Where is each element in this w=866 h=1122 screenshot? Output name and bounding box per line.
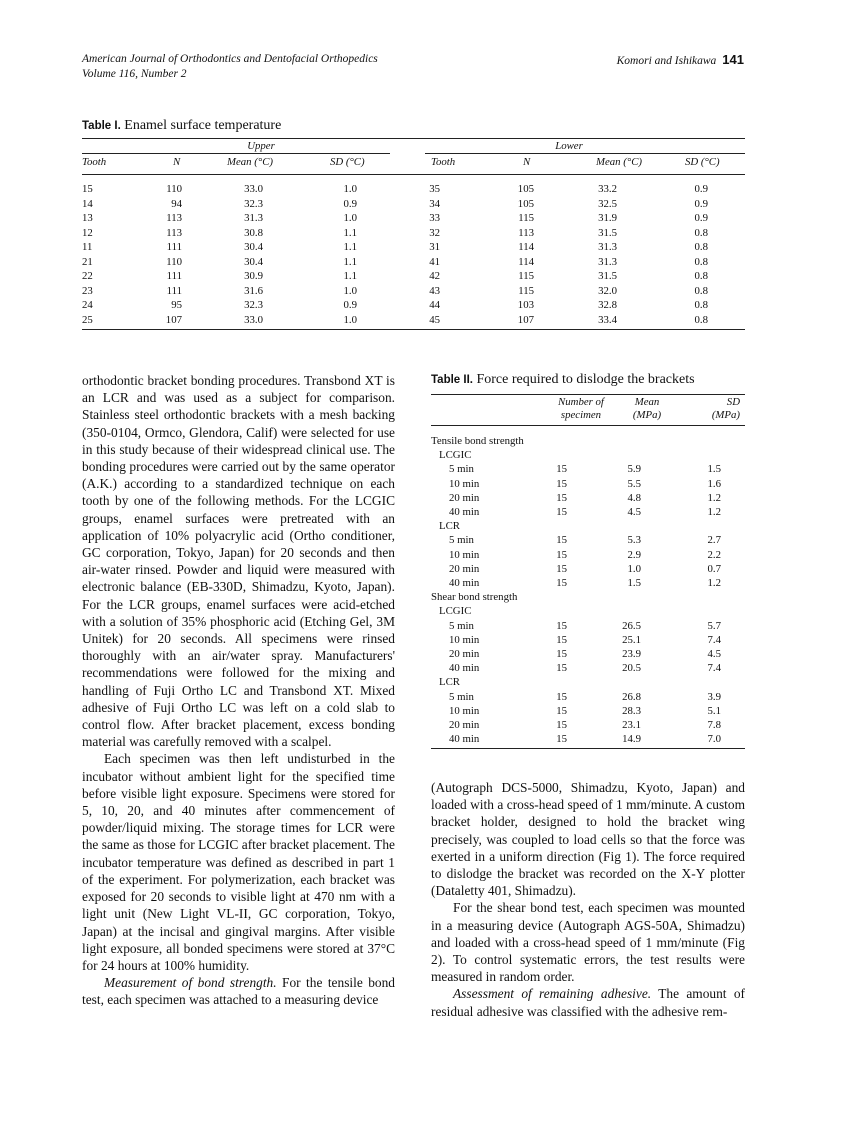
paragraph-storage: Each specimen was then left undisturbed in the incubator without ambient light for the specified time before visible light exposure. Specimens were stored for 5, 10, 20, and 40 minutes after commencement of powder/liquid mixing. The storage times for LCR were the same as those for LCGIC after bracket placement. The incubator temperature was defined as described in part 1 of the experiment. For polymerization, each bracket was exposed for 20 seconds to visible light at 470 nm with a light unit (New Light VL-II, GC corporation, Tokyo, Japan) at the incisal and gingival margins. After visible light exposure, all bonded specimens were stored at 37°C for 24 hours at 100% humidity. <box>82 751 395 973</box>
table1-cell: 0.8 <box>694 313 708 326</box>
table2-row-label: 10 min <box>449 633 480 646</box>
table2-cell-n: 15 <box>556 477 567 490</box>
table1-cell: 111 <box>166 241 182 253</box>
paragraph-methods: orthodontic bracket bonding procedures. Transbond XT is an LCR and was used as a subject for comparison. Stainless steel orthodontic brackets with a mesh backing (350-0104, Ormco, Glendora, Calif) were selected for use in this study because of their widespread clinical use. The bonding procedures were carried out by the same operator (A.K.) according to a standardized technique on each tooth by one of the following methods. For the LCGIC groups, enamel surfaces were pretreated with an application of 10% polyacrylic acid (Ortho conditioner, GC corporation, Tokyo, Japan) for 20 seconds and then air-water rinsed. Powder and liquid were measured with electronic balance (EB-330D, Shimadzu, Kyoto, Japan). For the LCR groups, enamel surfaces were acid-etched with a solution of 35% phosphoric acid (Etching Gel, 3M Unitek) for 20 seconds. All specimens were rinsed thoroughly with an air/water spray. Manufacturers' recommendations were followed for the mixing and handling of Fuji Ortho LC and Transbond XT. Mixed adhesive of Fuji Ortho LC was left on a cold slab to control flow. After bracket placement, excess bonding material was carefully removed with a scalpel. <box>82 373 395 750</box>
table1-cell: 107 <box>517 313 534 326</box>
table2-cell-n: 15 <box>556 733 567 746</box>
table2-row <box>431 562 749 576</box>
author-names: Komori and Ishikawa <box>616 55 717 67</box>
t2-col-mean <box>622 396 672 422</box>
table2-row <box>431 590 749 604</box>
table2-row <box>431 704 749 718</box>
table2-cell-n: 15 <box>556 491 567 504</box>
table2-cell-sd: 7.8 <box>707 719 721 731</box>
table1-cell: 0.9 <box>694 197 708 210</box>
table1-cell: 114 <box>518 241 534 253</box>
table2-cell-sd: 1.6 <box>707 477 721 490</box>
table2-cell-n: 15 <box>556 633 567 646</box>
table1-cell: 103 <box>517 299 534 311</box>
table2-cell-sd: 1.2 <box>707 506 721 518</box>
table1-cell: 32.5 <box>598 197 617 210</box>
table1-cell: 115 <box>518 270 534 282</box>
table2-cell-n: 15 <box>556 534 567 547</box>
table2-cell-sd: 7.4 <box>707 662 721 675</box>
table1-row <box>0 198 866 212</box>
t2-col-n-line2: specimen <box>560 409 602 421</box>
table2-row <box>431 548 749 562</box>
table2-cell-sd: 5.7 <box>707 619 721 632</box>
table2-cell-n: 15 <box>556 662 567 675</box>
table2-cell-n: 15 <box>556 548 567 561</box>
table1-row <box>0 299 866 313</box>
table1-cell: 1.0 <box>343 313 357 326</box>
journal-name: American Journal of Orthodontics and Dentofacial Orthopedics <box>82 53 378 65</box>
page-number: 141 <box>722 52 744 67</box>
table1-cell: 32 <box>429 226 440 239</box>
table2-row-label: 10 min <box>449 704 480 717</box>
table2-row-label: 10 min <box>449 477 480 490</box>
table2-row-label: 20 min <box>449 648 480 660</box>
table2-cell-sd: 1.5 <box>707 463 721 476</box>
table1-cell: 0.9 <box>343 299 357 311</box>
running-header-left <box>82 52 378 82</box>
table2-row <box>431 462 749 476</box>
paragraph-residual-text: The amount of residual adhesive was classified with the adhesive rem- <box>431 986 745 1019</box>
table1-cell: 1.1 <box>343 270 357 282</box>
table2-row-label: 40 min <box>449 577 480 589</box>
table2-row <box>431 505 749 519</box>
table1-cell: 32.8 <box>598 299 617 311</box>
table1-header-row <box>0 156 866 172</box>
table2-cell-n: 15 <box>556 619 567 632</box>
table1-cell: 30.9 <box>244 270 263 282</box>
table2-row-label: 5 min <box>449 619 474 632</box>
table2-cell-mean: 5.3 <box>627 534 641 547</box>
table1-cell: 31.3 <box>244 212 263 224</box>
table1-cell: 0.8 <box>694 255 708 268</box>
table1-title: Enamel surface temperature <box>124 118 282 133</box>
table2-cell-mean: 28.3 <box>622 704 641 717</box>
table2-row-label: 5 min <box>449 463 474 476</box>
table1-cell: 11 <box>82 241 93 253</box>
table2-row-label: 40 min <box>449 506 480 518</box>
subheading-residual: Assessment of remaining adhesive. <box>453 986 652 1002</box>
table2-cell-sd: 7.0 <box>707 733 721 746</box>
table1-cell: 42 <box>429 270 440 282</box>
t1-col-mean: Mean (°C) <box>227 156 273 168</box>
table1-cell: 31.3 <box>598 255 617 268</box>
table1-group-upper: Upper <box>247 140 275 152</box>
journal-volume: Volume 116, Number 2 <box>82 68 187 80</box>
table1-caption <box>82 118 281 134</box>
t2-col-mean-line1: Mean <box>634 396 660 408</box>
table2-row-label: 5 min <box>449 690 474 703</box>
table2-cell-sd: 0.7 <box>707 562 721 575</box>
table2-row <box>431 576 749 590</box>
table1-cell: 24 <box>82 299 93 311</box>
table1-cell: 30.8 <box>244 226 263 239</box>
table2-row <box>431 661 749 675</box>
table1-cell: 111 <box>166 284 182 297</box>
paragraph-autograph: (Autograph DCS-5000, Shimadzu, Kyoto, Japan) and loaded with a cross-head speed of 1 mm/minute. A custom bracket holder, designed to hold the bracket wing precisely, was coupled to load cells so that the force was exerted in a uniform direction (Fig 1). The force required to dislodge the bracket was recorded on the X-Y plotter (Dataletty 401, Shimadzu). <box>431 780 745 899</box>
table1-cell: 31 <box>429 241 440 253</box>
t1-col-n: N <box>173 156 181 168</box>
table1-cell: 44 <box>429 299 440 311</box>
table1-cell: 1.0 <box>343 212 357 224</box>
table2-cell-mean: 5.5 <box>627 477 641 490</box>
table1-cell: 22 <box>82 270 93 282</box>
table1-cell: 15 <box>82 183 93 195</box>
table1-cell: 31.3 <box>598 241 617 253</box>
table1-cell: 110 <box>166 255 182 268</box>
table2-row <box>431 533 749 547</box>
table2-row <box>431 448 749 462</box>
t1-col-tooth-lower: Tooth <box>431 156 456 168</box>
table1-row <box>0 241 866 255</box>
table2-row-label: Tensile bond strength <box>431 435 524 447</box>
table1-cell: 31.5 <box>598 270 617 282</box>
table2-row <box>431 718 749 732</box>
table1-row <box>0 314 866 328</box>
subheading-measurement: Measurement of bond strength. <box>104 975 277 991</box>
table1-cell: 0.8 <box>694 284 708 297</box>
table2-row <box>431 604 749 618</box>
table2-cell-mean: 20.5 <box>622 662 641 675</box>
table2-row-label: Shear bond strength <box>431 591 518 604</box>
table1-cell: 0.8 <box>694 270 708 282</box>
table1-cell: 25 <box>82 313 93 326</box>
t1-col-tooth: Tooth <box>82 156 107 168</box>
table1-cell: 113 <box>166 226 182 239</box>
table2-caption <box>431 372 695 388</box>
table1-top-rule <box>82 138 745 139</box>
table1-upper-rule <box>82 153 390 154</box>
table2-cell-sd: 1.2 <box>707 577 721 589</box>
table2-cell-sd: 4.5 <box>707 648 721 660</box>
table1-cell: 1.0 <box>343 183 357 195</box>
table1-cell: 113 <box>518 226 534 239</box>
table2-row-label: LCGIC <box>439 605 472 618</box>
table2-cell-mean: 23.9 <box>622 648 641 660</box>
table1-row <box>0 183 866 197</box>
table1-cell: 0.9 <box>343 197 357 210</box>
table2-row-label: 10 min <box>449 548 480 561</box>
table1-cell: 35 <box>429 183 440 195</box>
table1-cell: 33.0 <box>244 313 263 326</box>
table2-cell-n: 15 <box>556 719 567 731</box>
table1-cell: 12 <box>82 226 93 239</box>
table1-cell: 32.3 <box>244 197 263 210</box>
table2-row-label: 40 min <box>449 733 480 746</box>
right-column-text <box>431 779 745 1020</box>
t2-col-n <box>546 396 616 422</box>
table1-cell: 107 <box>165 313 182 326</box>
table1-cell: 94 <box>171 197 182 210</box>
table1-cell: 0.9 <box>694 183 708 195</box>
left-column-text <box>82 372 395 1009</box>
table1-cell: 13 <box>82 212 93 224</box>
table2-row-label: 40 min <box>449 662 480 675</box>
table1-cell: 21 <box>82 255 93 268</box>
table2-cell-mean: 26.5 <box>622 619 641 632</box>
t1-col-sd: SD (°C) <box>330 156 365 168</box>
table1-lower-rule <box>425 153 745 154</box>
table1-cell: 105 <box>517 197 534 210</box>
table1-cell: 30.4 <box>244 241 263 253</box>
table2-row-label: 20 min <box>449 562 480 575</box>
table2-cell-mean: 5.9 <box>627 463 641 476</box>
t2-col-sd-line2: (MPa) <box>711 409 740 421</box>
table1-cell: 33.4 <box>598 313 617 326</box>
paragraph-measurement-text: For the tensile bond test, each specimen was attached to a measuring device <box>82 975 395 1008</box>
table2-cell-mean: 4.5 <box>627 506 641 518</box>
table2-row-label: 20 min <box>449 491 480 504</box>
table1-cell: 115 <box>518 212 534 224</box>
table1-cell: 1.0 <box>343 284 357 297</box>
table2-row <box>431 434 749 448</box>
table2-cell-n: 15 <box>556 562 567 575</box>
table2-cell-n: 15 <box>556 704 567 717</box>
table2-row-label: LCR <box>439 520 460 533</box>
paragraph-shear: For the shear bond test, each specimen was mounted in a measuring device (Autograph AGS-50A, Shimadzu) and loaded with a cross-head speed of 1 mm/minute (Fig 2). To control systematic errors, the test results were measured in random order. <box>431 900 745 985</box>
table2-row <box>431 519 749 533</box>
table1-row <box>0 285 866 299</box>
table1-cell: 23 <box>82 284 93 297</box>
table2-cell-mean: 4.8 <box>627 491 641 504</box>
table2-row <box>431 491 749 505</box>
table1-cell: 113 <box>166 212 182 224</box>
table2-title: Force required to dislodge the brackets <box>476 372 695 387</box>
table2-row <box>431 619 749 633</box>
table2-cell-sd: 1.2 <box>707 491 721 504</box>
table1-cell: 30.4 <box>244 255 263 268</box>
table2-cell-n: 15 <box>556 506 567 518</box>
table1-cell: 1.1 <box>343 241 357 253</box>
t2-col-n-line1: Number of <box>558 396 604 408</box>
table1-row <box>0 256 866 270</box>
table1-cell: 1.1 <box>343 255 357 268</box>
t1-col-sd-lower: SD (°C) <box>685 156 720 168</box>
table1-cell: 31.5 <box>598 226 617 239</box>
table1-row <box>0 270 866 284</box>
table1-cell: 105 <box>517 183 534 195</box>
table1-cell: 95 <box>171 299 182 311</box>
table1-cell: 0.8 <box>694 241 708 253</box>
table1-header-rule <box>82 174 745 175</box>
table1-label: Table I. <box>82 120 121 132</box>
table1-cell: 41 <box>429 255 440 268</box>
table2-cell-mean: 1.0 <box>627 562 641 575</box>
table2-row-label: 5 min <box>449 534 474 547</box>
table2-cell-n: 15 <box>556 463 567 476</box>
table2-row <box>431 690 749 704</box>
table2-top-rule <box>431 394 745 395</box>
t1-col-mean-lower: Mean (°C) <box>596 156 642 168</box>
table1-cell: 31.9 <box>598 212 617 224</box>
table2-cell-sd: 3.9 <box>707 690 721 703</box>
table2-cell-mean: 25.1 <box>622 633 641 646</box>
table1-cell: 0.8 <box>694 226 708 239</box>
table1-cell: 45 <box>429 313 440 326</box>
table2-body <box>431 434 749 744</box>
table2-row-label: LCGIC <box>439 449 472 462</box>
table2-bottom-rule <box>431 748 745 749</box>
table2-row <box>431 732 749 746</box>
table2-row-label: LCR <box>439 676 460 689</box>
table2-cell-mean: 26.8 <box>622 690 641 703</box>
table2-row <box>431 675 749 689</box>
t2-col-sd-line1: SD <box>726 396 740 408</box>
table2-cell-sd: 2.7 <box>707 534 721 547</box>
table2-cell-mean: 1.5 <box>627 577 641 589</box>
table2-row <box>431 477 749 491</box>
table1-cell: 33.0 <box>244 183 263 195</box>
table1-cell: 115 <box>518 284 534 297</box>
table2-cell-n: 15 <box>556 648 567 660</box>
table2-row-label: 20 min <box>449 719 480 731</box>
table1-row <box>0 212 866 226</box>
table1-cell: 110 <box>166 183 182 195</box>
table1-cell: 32.3 <box>244 299 263 311</box>
t2-col-mean-line2: (MPa) <box>632 409 662 421</box>
table1-cell: 33.2 <box>598 183 617 195</box>
table2-cell-mean: 23.1 <box>622 719 641 731</box>
table2-cell-n: 15 <box>556 577 567 589</box>
table1-cell: 33 <box>429 212 440 224</box>
table1-cell: 34 <box>429 197 440 210</box>
table2-row <box>431 647 749 661</box>
paragraph-measurement <box>82 974 395 1008</box>
table1-bottom-rule <box>82 329 745 330</box>
running-header-right <box>617 52 744 69</box>
t2-col-sd <box>690 396 740 422</box>
table1-cell: 111 <box>166 270 182 282</box>
table1-row <box>0 227 866 241</box>
table2-cell-mean: 14.9 <box>622 733 641 746</box>
table2-label: Table II. <box>431 374 473 386</box>
table1-cell: 0.9 <box>694 212 708 224</box>
table2-cell-n: 15 <box>556 690 567 703</box>
table2-cell-sd: 2.2 <box>707 548 721 561</box>
table1-cell: 114 <box>518 255 534 268</box>
table1-cell: 43 <box>429 284 440 297</box>
table1-cell: 32.0 <box>598 284 617 297</box>
table1-cell: 1.1 <box>343 226 357 239</box>
table1-cell: 0.8 <box>694 299 708 311</box>
t1-col-n-lower: N <box>523 156 531 168</box>
table2-cell-sd: 5.1 <box>707 704 721 717</box>
paragraph-residual <box>431 985 745 1019</box>
table2-cell-mean: 2.9 <box>627 548 641 561</box>
table1-cell: 14 <box>82 197 93 210</box>
table2-header-rule <box>431 425 745 426</box>
table2-row <box>431 633 749 647</box>
table1-cell: 31.6 <box>244 284 263 297</box>
table2-cell-sd: 7.4 <box>707 633 721 646</box>
table1-group-lower: Lower <box>555 140 583 152</box>
